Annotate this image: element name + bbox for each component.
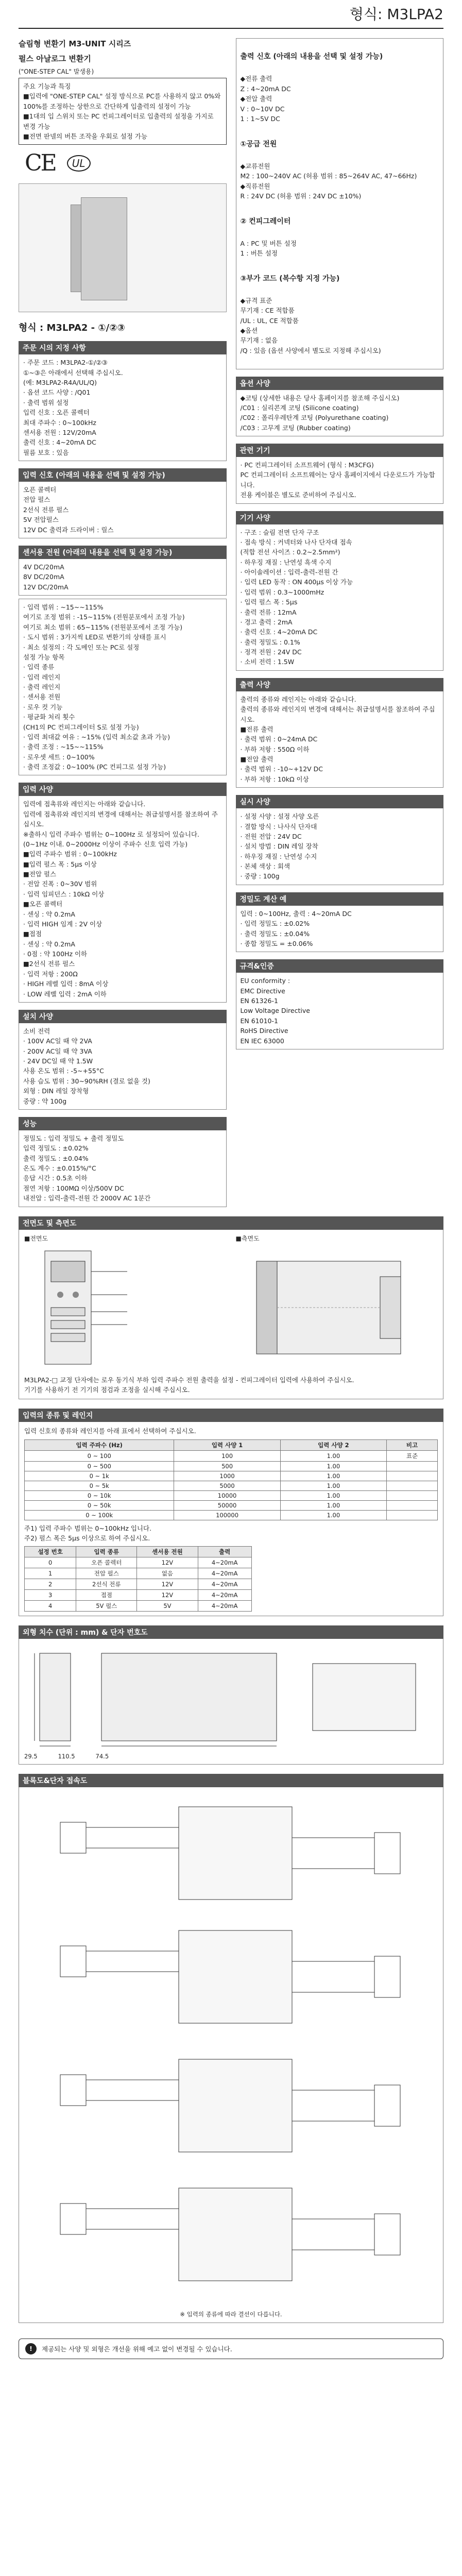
input-spec-text: 입력에 접촉류와 레인지는 아래와 같습니다. 입력에 접촉류와 레인지의 변경에 대해서는 취급설명서를 참조하여 주십시오. ※출하시 입력 주파수 범위는 0~100Hz 로 설정되어 있습니다. (0~1Hz 이내. 0~2000Hz 이상이 주파수 신호 입력 가능) ■입력 주파수 범위 : 0~100kHz ■입력 펄스 폭 : 5µs 이상 ■전압 펄스 · 전압 진폭 : 0~30V 범위 · 입력 임피던스 : 10kΩ 이상 ■오픈 콜렉터 · 센싱 : 약 0.2mA · 입력 HIGH 임계 : 2V 이상 ■접점 · 센싱 : 약 0.2mA · 0점 : 약 100Hz 이하 ■2선식 전류 펄스 · 입력 저항 : 200Ω · HIGH 레벨 입력 : 8mA 이상 · LOW 레벨 입력 : 2mA 이하 <box>19 796 227 1003</box>
range-table-note: 주1) 입력 주파수 범위는 0~100kHz 입니다. 주2) 펄스 폭은 5μs 이상으로 하여 주십시오. <box>24 1524 152 1542</box>
input-section-title: 입력 신호 (아래의 내용을 선택 및 설정 가능) <box>19 468 227 482</box>
notice-bar <box>19 2338 443 2359</box>
feature-item-1: ■입력에 "ONE-STEP CAL" 설정 방식으로 PC를 사용하지 않고 0%와 100%를 조정하는 상한으로 간단하게 입출력의 설정이 가능 <box>23 92 221 110</box>
input-section-text: 오픈 콜렉터 전압 펄스 2선식 전류 펄스 5V 전압펄스 12V DC 출력과 드라이버 : 릴스 <box>19 482 227 538</box>
order-section-text: · 주문 코드 : M3LPA2-①/②③ ①~③은 아래에서 선택해 주십시오. (예: M3LPA2-R4A/UL/Q) · 옵션 코드 사양 : /Q01 · 출력 범위 설정 입력 신호 : 오픈 콜렉터 최대 주파수 : 0~100kHz 센서용 전원 : 12V/20mA 출력 신호 : 4~20mA DC 필름 보호 : 있음 <box>19 354 227 461</box>
range-table-cell: 100 <box>174 1450 280 1461</box>
range-table-cell: 0 ~ 5k <box>25 1481 174 1490</box>
feature-item-3: ■전면 판넬의 버튼 조작을 우회로 설정 가능 <box>23 132 147 140</box>
ce-mark-icon: CE <box>25 150 56 177</box>
config-table-header-3: 출력 <box>198 1547 251 1557</box>
configurator-text: A : PC 및 버튼 설정 1 : 버튼 설정 <box>240 239 297 258</box>
dimension-height: 74.5 <box>95 1753 109 1760</box>
left-column <box>19 38 227 1207</box>
top-columns <box>19 38 443 1207</box>
output-spec-title: 출력 사양 <box>236 678 444 691</box>
config-table-cell: 12V <box>137 1590 198 1601</box>
range-table-cell <box>387 1461 438 1471</box>
side-view-label: ■측면도 <box>235 1234 260 1242</box>
config-table-cell: 없음 <box>137 1568 198 1579</box>
range-table-box <box>19 1422 443 1616</box>
range-table-row <box>25 1450 438 1461</box>
config-table-header-2: 센서용 전원 <box>137 1547 198 1557</box>
dimension-box <box>19 1639 443 1765</box>
dimension-title: 외형 치수 (단위 : mm) & 단자 번호도 <box>19 1625 443 1639</box>
range-table-cell <box>387 1481 438 1490</box>
range-table-cell: 0 ~ 500 <box>25 1461 174 1471</box>
range-table-row <box>25 1510 438 1520</box>
power-title: ①공급 전원 <box>240 140 277 148</box>
wiring-caption: ※ 입력의 종류에 따라 결선이 다릅니다. <box>180 2311 282 2318</box>
range-table-cell <box>387 1510 438 1520</box>
config-table-row <box>25 1590 252 1601</box>
config-table-cell: 4~20mA <box>198 1568 251 1579</box>
standards-text: EU conformity : EMC Directive EN 61326-1 Low Voltage Directive EN 61010-1 RoHS Directive EN IEC 63000 <box>236 973 444 1049</box>
front-view-description: M3LPA2-□ 교정 단자에는 로우 동기식 부하 입력 주파수 전원 출력을 설정 - 컨피그레이터 입력에 사용하여 주십시오. 기기를 사용하기 전 기기의 점검과 조정을 실시해 주십시오. <box>24 1376 354 1394</box>
front-view-box <box>19 1230 443 1400</box>
product-subtitle: 펄스 아날로그 변환기 <box>19 54 91 63</box>
range-table-cell: 50000 <box>174 1500 280 1510</box>
config-table-cell: 2선식 전류 <box>76 1579 137 1590</box>
config-table-row <box>25 1579 252 1590</box>
sensor-section-title: 센서용 전원 (아래의 내용을 선택 및 설정 가능) <box>19 546 227 559</box>
performance-text: 정밀도 : 입력 정밀도 + 출력 정밀도 입력 정밀도 : ±0.02% 출력 정밀도 : ±0.04% 온도 계수 : ±0.015%/°C 응답 시간 : 0.5초 이하 절연 저항 : 100MΩ 이상/500V DC 내전압 : 입력-출력-전원 간 2000V AC 1분간 <box>19 1130 227 1207</box>
config-table-cell: 3 <box>25 1590 76 1601</box>
dimension-width: 29.5 <box>24 1753 38 1760</box>
output-signal-text: ◆전류 출력 Z : 4~20mA DC ◆전압 출력 V : 0~10V DC 1 : 1~5V DC <box>240 75 291 123</box>
range-table <box>24 1439 438 1520</box>
order-section-title: 주문 시의 지정 사항 <box>19 341 227 354</box>
config-table-cell: 4~20mA <box>198 1557 251 1568</box>
range-table-cell: 0 ~ 10k <box>25 1490 174 1500</box>
range-table-cell: 0 ~ 100 <box>25 1450 174 1461</box>
range-table-cell: 1000 <box>174 1471 280 1481</box>
accuracy-title: 정밀도 계산 예 <box>236 892 444 906</box>
config-table <box>24 1546 252 1612</box>
option-code-title: ③부가 코드 (복수항 지정 가능) <box>240 274 340 283</box>
range-table-title: 입력의 종류 및 레인지 <box>19 1409 443 1422</box>
range-table-cell: 1.00 <box>280 1500 386 1510</box>
range-table-row <box>25 1471 438 1481</box>
ul-mark-icon: UL <box>67 155 91 172</box>
range-table-cell: 0 ~ 1k <box>25 1471 174 1481</box>
wiring-diagram <box>24 1791 436 2307</box>
config-table-header-0: 설정 번호 <box>25 1547 76 1557</box>
range-table-header-0: 입력 주파수 (Hz) <box>25 1439 174 1450</box>
feature-item-2: ■1대의 입 스위치 또는 PC 컨피그레이터로 입출력의 설정을 가지로 변경 가능 <box>23 112 214 130</box>
product-subtitle-note: ("ONE-STEP CAL" 발생용) <box>19 68 94 75</box>
range-table-cell: 표준 <box>387 1450 438 1461</box>
output-spec-text: 출력의 종류와 레인지는 아래와 같습니다. 출력의 종류와 레인지의 변경에 대해서는 취급설명서를 참조하여 주십시오. ■전류 출력 · 출력 범위 : 0~24mA DC · 부하 저항 : 550Ω 이하 ■전압 출력 · 출력 범위 : -10~+12V DC · 부하 저항 : 10kΩ 이상 <box>236 691 444 788</box>
range-table-cell: 1.00 <box>280 1461 386 1471</box>
config-table-cell: 전압 펄스 <box>76 1568 137 1579</box>
range-section-text: · 입력 범위 : ~15~~115% 여기로 조정 범위 : -15~115% (전원분포에서 조정 가능) 여기로 최소 범위 : 65~115% (전원분포에서 조정 가능) · 도시 범위 : 3가지씩 LED로 변환기의 상태를 표시 · 최소 설정의 : 각 도메인 또는 PC로 설정 설정 가능 항목 · 입력 종류 · 입력 레인지 · 출력 레인지 · 센서용 전원 · 로우 컷 기능 · 평균화 처리 횟수 (CH1의 PC 컨피그레이터 S로 설정 가능) · 입력 최대값 여유 : ~15% (입력 최소값 초과 가능) · 출력 조정 : ~15~~115% · 로우셋 세트 : 0~100% · 출력 조정값 : 0~100% (PC 컨피그로 설정 가능) <box>19 599 227 775</box>
model-header <box>19 0 443 29</box>
config-table-cell: 0 <box>25 1557 76 1568</box>
config-table-cell: 4~20mA <box>198 1601 251 1612</box>
install-title: 설치 사양 <box>19 1010 227 1023</box>
config-table-cell: 2 <box>25 1579 76 1590</box>
range-table-cell: 500 <box>174 1461 280 1471</box>
range-table-header-3: 비고 <box>387 1439 438 1450</box>
config-table-row <box>25 1601 252 1612</box>
config-table-row <box>25 1557 252 1568</box>
output-signal-box <box>236 38 444 369</box>
option-code-text: ◆규격 표준 무기재 : CE 적합품 /UL : UL, CE 적합품 ◆옵션 무기재 : 없음 /Q : 있음 (옵션 사양에서 별도로 지정해 주십시오) <box>240 296 381 354</box>
config-table-cell: 5V 펄스 <box>76 1601 137 1612</box>
range-table-row <box>25 1490 438 1500</box>
range-table-cell: 0 ~ 100k <box>25 1510 174 1520</box>
option-spec-text: ◆코팅 (상세한 내용은 당사 홈페이지를 참조해 주십시오) /C01 : 실리콘계 코팅 (Silicone coating) /C02 : 폴리우레탄계 코팅 (Polyurethane coating) /C03 : 고무계 코팅 (Rubber coating) <box>236 390 444 437</box>
config-table-cell: 오픈 콜렉터 <box>76 1557 137 1568</box>
dimension-depth: 110.5 <box>58 1753 75 1760</box>
config-table-cell: 12V <box>137 1557 198 1568</box>
front-view-diagram <box>24 1246 210 1369</box>
config-table-cell: 4~20mA <box>198 1590 251 1601</box>
range-table-row <box>25 1500 438 1510</box>
side-view-diagram <box>236 1246 421 1369</box>
install-text: 소비 전력 · 100V AC일 때 약 2VA · 200V AC일 때 약 3VA · 24V DC일 때 약 1.5W 사용 온도 범위 : -5~+55°C 사용 습도 범위 : 30~90%RH (결로 없을 것) 외형 : DIN 레일 장착형 중량 : 약 100g <box>19 1023 227 1110</box>
device-spec-title: 기기 사양 <box>236 511 444 524</box>
notice-text: 제공되는 사양 및 외형은 개선을 위해 예고 없이 변경될 수 있습니다. <box>42 2345 232 2353</box>
front-view-label: ■전면도 <box>24 1234 48 1242</box>
config-table-cell: 5V <box>137 1601 198 1612</box>
model-code: 형식 : M3LPA2 - ①/②③ <box>19 323 125 334</box>
features-box <box>19 78 227 145</box>
performance-title: 성능 <box>19 1117 227 1130</box>
model-label: 형식: M3LPA2 <box>349 6 443 23</box>
product-title: 슬림형 변환기 M3-UNIT 시리즈 <box>19 39 131 48</box>
right-column <box>236 38 444 1207</box>
power-text: ◆교류전원 M2 : 100~240V AC (허용 범위 : 85~264V AC, 47~66Hz) ◆직류전원 R : 24V DC (허용 범위 : 24V DC ±10%) <box>240 162 417 200</box>
range-table-header-1: 입력 사양 1 <box>174 1439 280 1450</box>
config-table-cell: 1 <box>25 1568 76 1579</box>
config-table-cell: 4 <box>25 1601 76 1612</box>
range-table-cell <box>387 1500 438 1510</box>
configurator-title: ② 컨피그레이터 <box>240 217 291 226</box>
front-view-title: 전면도 및 측면도 <box>19 1216 443 1230</box>
range-table-row <box>25 1481 438 1490</box>
config-table-row <box>25 1568 252 1579</box>
product-body <box>81 197 127 300</box>
range-table-cell: 0 ~ 50k <box>25 1500 174 1510</box>
range-table-intro: 입력 신호의 종류와 레인지를 아래 표에서 선택하여 주십시오. <box>24 1427 196 1435</box>
output-signal-title: 출력 신호 (아래의 내용을 선택 및 설정 가능) <box>240 53 383 61</box>
wiring-title: 블록도&단자 접속도 <box>19 1774 443 1787</box>
config-table-cell: 4~20mA <box>198 1579 251 1590</box>
device-spec-text: · 구조 : 슬림 전면 단자 구조 · 접속 방식 : 커넥터와 나사 단자대 접속 (적합 전선 사이즈 : 0.2~2.5mm²) · 하우징 재질 : 난연성 흑색 수지 · 아이솔레이션 : 입력-출력-전원 간 · 입력 LED 동작 : ON 400μs 이상 가능 · 입력 범위 : 0.3~1000mHz · 입력 펄스 폭 : 5μs · 출력 전류 : 12mA · 경고 출력 : 2mA · 출력 신호 : 4~20mA DC · 출력 정밀도 : 0.1% · 정격 전원 : 24V DC · 소비 전력 : 1.5W <box>236 524 444 671</box>
range-table-cell: 1.00 <box>280 1450 386 1461</box>
range-table-row <box>25 1461 438 1471</box>
range-table-cell: 100000 <box>174 1510 280 1520</box>
accuracy-text: 입력 : 0~100Hz, 출력 : 4~20mA DC · 입력 정밀도 : ±0.02% · 출력 정밀도 : ±0.04% · 종합 정밀도 = ±0.06% <box>236 906 444 953</box>
range-table-cell: 1.00 <box>280 1490 386 1500</box>
related-title: 관련 기기 <box>236 444 444 457</box>
spec-output-text: · 설정 사양 : 설정 사양 오픈 · 결합 방식 : 나사식 단자대 · 전원 전압 : 24V DC · 설치 방법 : DIN 레일 장착 · 하우징 재질 : 난연성 수지 · 본체 색상 : 회색 · 중량 : 100g <box>236 808 444 885</box>
range-table-cell: 1.00 <box>280 1481 386 1490</box>
warning-icon: ! <box>25 2343 37 2354</box>
range-table-cell <box>387 1471 438 1481</box>
config-table-cell: 12V <box>137 1579 198 1590</box>
wiring-box <box>19 1787 443 2323</box>
input-spec-title: 입력 사양 <box>19 783 227 796</box>
certification-marks <box>19 145 227 180</box>
range-table-header-2: 입력 사양 2 <box>280 1439 386 1450</box>
config-table-cell: 접점 <box>76 1590 137 1601</box>
feature-item-0: 주요 기능과 특징 <box>23 82 71 90</box>
range-table-cell: 1.00 <box>280 1510 386 1520</box>
sensor-section-text: 4V DC/20mA 8V DC/20mA 12V DC/20mA <box>19 559 227 596</box>
range-table-cell <box>387 1490 438 1500</box>
related-text: · PC 컨피그레이터 소프트웨어 (형식 : M3CFG) PC 컨피그레이터 소프트웨어는 당사 홈페이지에서 다운로드가 가능합니다. 전용 케이블은 별도로 준비하여 주십시오. <box>236 457 444 504</box>
range-table-cell: 5000 <box>174 1481 280 1490</box>
product-photo <box>19 183 227 312</box>
config-table-header-1: 입력 종류 <box>76 1547 137 1557</box>
standards-title: 규격&인증 <box>236 959 444 973</box>
dimension-diagram <box>24 1643 436 1751</box>
range-table-cell: 10000 <box>174 1490 280 1500</box>
spec-output-title: 실시 사양 <box>236 795 444 808</box>
range-table-cell: 1.00 <box>280 1471 386 1481</box>
option-spec-title: 옵션 사양 <box>236 377 444 390</box>
